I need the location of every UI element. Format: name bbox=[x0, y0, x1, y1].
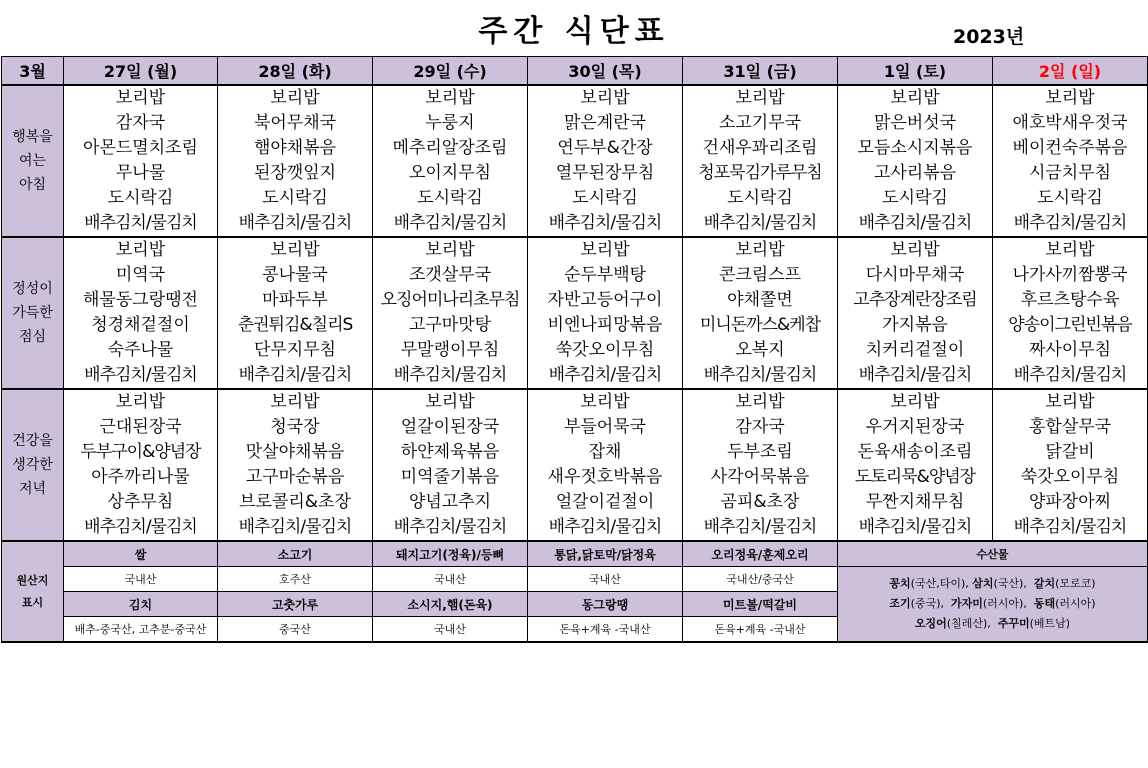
menu-item: 도시락김 bbox=[218, 186, 373, 211]
menu-item: 배추김치/물김치 bbox=[683, 211, 838, 237]
menu-item: 순두부백탕 bbox=[528, 263, 683, 288]
seafood-text: (국산), bbox=[993, 577, 1034, 590]
seafood-text: (러시아), bbox=[982, 597, 1034, 610]
day-header: 27일 (월) bbox=[64, 57, 218, 86]
menu-item: 후르츠탕수육 bbox=[993, 288, 1148, 313]
menu-item: 얼갈이된장국 bbox=[373, 415, 528, 440]
menu-item: 보리밥 bbox=[64, 389, 218, 415]
menu-row bbox=[2, 288, 1148, 313]
origin-item-value: 돈육+계육 -국내산 bbox=[528, 617, 683, 643]
menu-item: 쑥갓오이무침 bbox=[528, 338, 683, 363]
menu-item: 보리밥 bbox=[373, 389, 528, 415]
seafood-text: 삼치 bbox=[972, 577, 994, 590]
menu-item: 치커리겉절이 bbox=[838, 338, 993, 363]
menu-item: 오징어미나리초무침 bbox=[373, 288, 528, 313]
menu-row bbox=[2, 136, 1148, 161]
seafood-text: (베트남) bbox=[1029, 617, 1071, 630]
menu-item: 감자국 bbox=[64, 111, 218, 136]
day-header: 29일 (수) bbox=[373, 57, 528, 86]
menu-item: 새우젓호박볶음 bbox=[528, 465, 683, 490]
menu-item: 배추김치/물김치 bbox=[373, 515, 528, 541]
menu-item: 배추김치/물김치 bbox=[683, 363, 838, 389]
menu-item: 고사리볶음 bbox=[838, 161, 993, 186]
menu-row bbox=[2, 465, 1148, 490]
menu-row bbox=[2, 263, 1148, 288]
menu-item: 배추김치/물김치 bbox=[64, 211, 218, 237]
menu-item: 보리밥 bbox=[528, 237, 683, 263]
header-row bbox=[2, 57, 1148, 86]
menu-item: 미역줄기볶음 bbox=[373, 465, 528, 490]
menu-item: 도시락김 bbox=[683, 186, 838, 211]
menu-item: 배추김치/물김치 bbox=[838, 211, 993, 237]
menu-item: 보리밥 bbox=[838, 237, 993, 263]
menu-item: 배추김치/물김치 bbox=[683, 515, 838, 541]
day-header: 30일 (목) bbox=[528, 57, 683, 86]
origin-row bbox=[2, 567, 1148, 592]
year-label: 2023년 bbox=[953, 26, 1025, 48]
origin-item-value: 국내산 bbox=[373, 617, 528, 643]
menu-item: 청경채겉절이 bbox=[64, 313, 218, 338]
menu-row bbox=[2, 389, 1148, 415]
menu-row bbox=[2, 490, 1148, 515]
menu-item: 부들어묵국 bbox=[528, 415, 683, 440]
menu-item: 보리밥 bbox=[64, 85, 218, 111]
menu-item: 보리밥 bbox=[838, 85, 993, 111]
origin-item-value: 국내산/중국산 bbox=[683, 567, 838, 592]
menu-row bbox=[2, 161, 1148, 186]
seafood-origin-list bbox=[838, 567, 1148, 643]
menu-item: 배추김치/물김치 bbox=[218, 515, 373, 541]
menu-item: 시금치무침 bbox=[993, 161, 1148, 186]
origin-item-label: 오리정육/훈제오리 bbox=[683, 541, 838, 567]
seafood-label: 수산물 bbox=[838, 541, 1148, 567]
menu-item: 무짠지채무침 bbox=[838, 490, 993, 515]
menu-item: 고구마맛탕 bbox=[373, 313, 528, 338]
origin-item-label: 고춧가루 bbox=[218, 592, 373, 617]
title-bar bbox=[0, 0, 1148, 56]
weekly-menu-table bbox=[1, 56, 1148, 643]
menu-item: 배추김치/물김치 bbox=[373, 211, 528, 237]
menu-item: 조갯살무국 bbox=[373, 263, 528, 288]
seafood-text: (러시아) bbox=[1055, 597, 1096, 610]
menu-item: 콩나물국 bbox=[218, 263, 373, 288]
menu-item: 쑥갓오이무침 bbox=[993, 465, 1148, 490]
origin-item-value: 배추-중국산, 고추분-중국산 bbox=[64, 617, 218, 643]
menu-item: 누룽지 bbox=[373, 111, 528, 136]
menu-item: 도시락김 bbox=[64, 186, 218, 211]
origin-item-value: 돈육+계육 -국내산 bbox=[683, 617, 838, 643]
menu-item: 오이지무침 bbox=[373, 161, 528, 186]
menu-item: 하얀제육볶음 bbox=[373, 440, 528, 465]
origin-item-label: 미트볼/떡갈비 bbox=[683, 592, 838, 617]
menu-item: 보리밥 bbox=[218, 85, 373, 111]
seafood-text: 꽁치 bbox=[889, 577, 911, 590]
seafood-text: 오징어 bbox=[914, 617, 947, 630]
meal-label: 행복을 여는 아침 bbox=[2, 85, 64, 237]
menu-item: 보리밥 bbox=[218, 389, 373, 415]
seafood-line bbox=[838, 594, 1147, 614]
menu-item: 해물동그랑땡전 bbox=[64, 288, 218, 313]
origin-item-value: 호주산 bbox=[218, 567, 373, 592]
menu-row bbox=[2, 415, 1148, 440]
menu-row bbox=[2, 338, 1148, 363]
origin-row bbox=[2, 541, 1148, 567]
menu-item: 두부구이&양념장 bbox=[64, 440, 218, 465]
day-header: 31일 (금) bbox=[683, 57, 838, 86]
menu-item: 청포묵김가루무침 bbox=[683, 161, 838, 186]
menu-item: 돈육새송이조림 bbox=[838, 440, 993, 465]
menu-item: 보리밥 bbox=[218, 237, 373, 263]
menu-item: 배추김치/물김치 bbox=[64, 363, 218, 389]
menu-item: 춘권튀김&칠리S bbox=[218, 313, 373, 338]
menu-item: 보리밥 bbox=[838, 389, 993, 415]
origin-item-value: 중국산 bbox=[218, 617, 373, 643]
menu-item: 아몬드멸치조림 bbox=[64, 136, 218, 161]
menu-row bbox=[2, 211, 1148, 237]
menu-item: 가지볶음 bbox=[838, 313, 993, 338]
seafood-text: (중국), bbox=[910, 597, 951, 610]
menu-item: 양파장아찌 bbox=[993, 490, 1148, 515]
seafood-text: (모로코) bbox=[1055, 577, 1096, 590]
menu-item: 두부조림 bbox=[683, 440, 838, 465]
menu-item: 건새우꽈리조림 bbox=[683, 136, 838, 161]
menu-item: 고구마순볶음 bbox=[218, 465, 373, 490]
day-header: 1일 (토) bbox=[838, 57, 993, 86]
menu-item: 보리밥 bbox=[683, 237, 838, 263]
menu-item: 홍합살무국 bbox=[993, 415, 1148, 440]
menu-item: 맛살야채볶음 bbox=[218, 440, 373, 465]
seafood-text: (칠레산), bbox=[946, 617, 998, 630]
menu-item: 브로콜리&초장 bbox=[218, 490, 373, 515]
menu-item: 북어무채국 bbox=[218, 111, 373, 136]
menu-item: 닭갈비 bbox=[993, 440, 1148, 465]
menu-item: 숙주나물 bbox=[64, 338, 218, 363]
menu-item: 근대된장국 bbox=[64, 415, 218, 440]
meal-label: 건강을 생각한 저녁 bbox=[2, 389, 64, 541]
menu-item: 곰피&초장 bbox=[683, 490, 838, 515]
origin-item-label: 소고기 bbox=[218, 541, 373, 567]
menu-item: 미니돈까스&케찹 bbox=[683, 313, 838, 338]
seafood-line bbox=[838, 574, 1147, 594]
menu-item: 무나물 bbox=[64, 161, 218, 186]
menu-row bbox=[2, 85, 1148, 111]
menu-item: 자반고등어구이 bbox=[528, 288, 683, 313]
menu-item: 보리밥 bbox=[993, 237, 1148, 263]
month-header: 3월 bbox=[2, 57, 64, 86]
menu-item: 도시락김 bbox=[373, 186, 528, 211]
menu-item: 애호박새우젓국 bbox=[993, 111, 1148, 136]
menu-item: 베이컨숙주볶음 bbox=[993, 136, 1148, 161]
origin-item-label: 김치 bbox=[64, 592, 218, 617]
origin-item-label: 돼지고기(정육)/등뼈 bbox=[373, 541, 528, 567]
origin-item-label: 동그랑땡 bbox=[528, 592, 683, 617]
menu-item: 배추김치/물김치 bbox=[373, 363, 528, 389]
seafood-line bbox=[838, 614, 1147, 634]
seafood-text: 가자미 bbox=[951, 597, 983, 610]
menu-item: 배추김치/물김치 bbox=[993, 363, 1148, 389]
menu-row bbox=[2, 237, 1148, 263]
menu-item: 감자국 bbox=[683, 415, 838, 440]
menu-item: 배추김치/물김치 bbox=[528, 211, 683, 237]
menu-item: 맑은버섯국 bbox=[838, 111, 993, 136]
menu-item: 모듬소시지볶음 bbox=[838, 136, 993, 161]
seafood-text: 갈치 bbox=[1033, 577, 1056, 590]
origin-item-label: 통닭,닭토막/닭정육 bbox=[528, 541, 683, 567]
menu-item: 배추김치/물김치 bbox=[528, 515, 683, 541]
menu-item: 양념고추지 bbox=[373, 490, 528, 515]
menu-item: 배추김치/물김치 bbox=[838, 363, 993, 389]
menu-item: 배추김치/물김치 bbox=[528, 363, 683, 389]
menu-item: 상추무침 bbox=[64, 490, 218, 515]
menu-item: 보리밥 bbox=[373, 237, 528, 263]
menu-item: 콘크림스프 bbox=[683, 263, 838, 288]
menu-item: 보리밥 bbox=[528, 85, 683, 111]
menu-row bbox=[2, 186, 1148, 211]
menu-item: 배추김치/물김치 bbox=[64, 515, 218, 541]
menu-item: 보리밥 bbox=[993, 85, 1148, 111]
meal-label: 정성이 가득한 점심 bbox=[2, 237, 64, 389]
menu-item: 도토리묵&양념장 bbox=[838, 465, 993, 490]
menu-item: 연두부&간장 bbox=[528, 136, 683, 161]
menu-item: 비엔나피망볶음 bbox=[528, 313, 683, 338]
menu-item: 배추김치/물김치 bbox=[218, 211, 373, 237]
menu-item: 다시마무채국 bbox=[838, 263, 993, 288]
menu-item: 아주까리나물 bbox=[64, 465, 218, 490]
origin-item-value: 국내산 bbox=[528, 567, 683, 592]
menu-item: 야채쫄면 bbox=[683, 288, 838, 313]
menu-item: 잡채 bbox=[528, 440, 683, 465]
origin-item-label: 쌀 bbox=[64, 541, 218, 567]
menu-item: 짜사이무침 bbox=[993, 338, 1148, 363]
menu-item: 양송이그린빈볶음 bbox=[993, 313, 1148, 338]
menu-item: 청국장 bbox=[218, 415, 373, 440]
menu-item: 보리밥 bbox=[683, 85, 838, 111]
menu-item: 나가사끼짬뽕국 bbox=[993, 263, 1148, 288]
menu-item: 얼갈이겉절이 bbox=[528, 490, 683, 515]
menu-item: 보리밥 bbox=[993, 389, 1148, 415]
menu-item: 도시락김 bbox=[838, 186, 993, 211]
menu-table-body bbox=[2, 57, 1148, 643]
menu-item: 소고기무국 bbox=[683, 111, 838, 136]
menu-item: 배추김치/물김치 bbox=[838, 515, 993, 541]
menu-item: 도시락김 bbox=[993, 186, 1148, 211]
menu-item: 보리밥 bbox=[373, 85, 528, 111]
menu-item: 맑은계란국 bbox=[528, 111, 683, 136]
menu-item: 도시락김 bbox=[528, 186, 683, 211]
menu-item: 된장깻잎지 bbox=[218, 161, 373, 186]
menu-item: 열무된장무침 bbox=[528, 161, 683, 186]
menu-item: 메추리알장조림 bbox=[373, 136, 528, 161]
menu-item: 배추김치/물김치 bbox=[993, 515, 1148, 541]
menu-row bbox=[2, 111, 1148, 136]
menu-item: 우거지된장국 bbox=[838, 415, 993, 440]
menu-item: 배추김치/물김치 bbox=[218, 363, 373, 389]
menu-item: 보리밥 bbox=[528, 389, 683, 415]
menu-item: 배추김치/물김치 bbox=[993, 211, 1148, 237]
menu-row bbox=[2, 363, 1148, 389]
menu-row bbox=[2, 515, 1148, 541]
menu-row bbox=[2, 313, 1148, 338]
origin-label: 원산지 표시 bbox=[2, 541, 64, 642]
menu-item: 고추장계란장조림 bbox=[838, 288, 993, 313]
menu-item: 오복지 bbox=[683, 338, 838, 363]
menu-item: 단무지무침 bbox=[218, 338, 373, 363]
origin-item-label: 소시지,햄(돈육) bbox=[373, 592, 528, 617]
menu-item: 미역국 bbox=[64, 263, 218, 288]
page-title: 주간 식단표 bbox=[478, 14, 670, 49]
menu-item: 사각어묵볶음 bbox=[683, 465, 838, 490]
seafood-text: (국산,타이), bbox=[910, 577, 973, 590]
day-header: 28일 (화) bbox=[218, 57, 373, 86]
menu-item: 보리밥 bbox=[683, 389, 838, 415]
origin-item-value: 국내산 bbox=[373, 567, 528, 592]
menu-item: 햄야채볶음 bbox=[218, 136, 373, 161]
menu-row bbox=[2, 440, 1148, 465]
menu-item: 무말랭이무침 bbox=[373, 338, 528, 363]
day-header: 2일 (일) bbox=[993, 57, 1148, 86]
seafood-text: 동태 bbox=[1033, 597, 1056, 610]
origin-item-value: 국내산 bbox=[64, 567, 218, 592]
menu-item: 마파두부 bbox=[218, 288, 373, 313]
menu-item: 보리밥 bbox=[64, 237, 218, 263]
seafood-text: 주꾸미 bbox=[997, 617, 1030, 630]
seafood-text: 조기 bbox=[889, 597, 911, 610]
